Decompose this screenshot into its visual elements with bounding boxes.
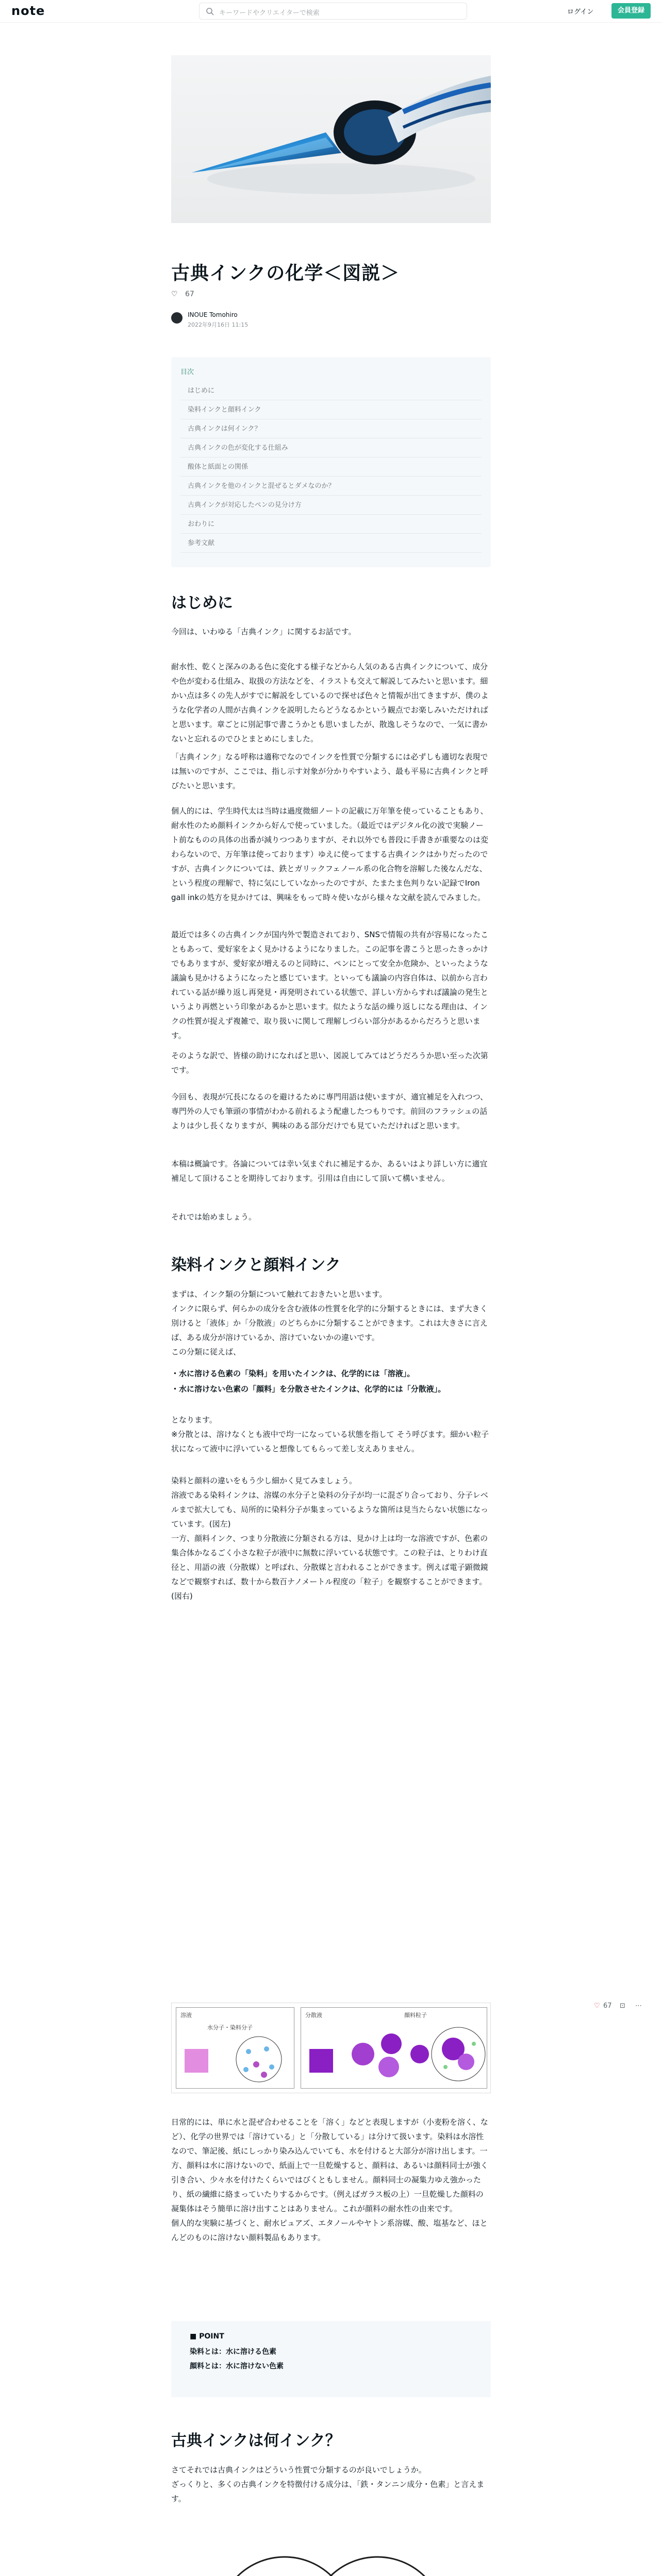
search-icon (206, 7, 214, 15)
note-logo[interactable]: note (11, 4, 45, 18)
solution-sub-label: 水分子・染料分子 (207, 2024, 253, 2031)
paragraph: 染料と顔料の違いをもう少し細かく見てみましょう。 溶液である染料インクは、溶媒の水分子と染料の分子が均一に混ざり合っており、分子レベルまで拡大しても、局所的に染料分子が集まっているような箇所は見当たらない状態になっています。(図左) 一方、顔料インク、つまり分散液に分類される方は、見かけ上は均一な溶液ですが、色素の集合体かなるごく小さな粒子が液中に無数に浮いている状態です。この粒子は、とりわけ直径と、用語の液（分散媒）と呼ばれ、分散媒と言われることができます。例えば電子顕微鏡などで観察すれば、数十から数百ナノメートル程度の「粒子」を観察することができます。(図右) (171, 1476, 489, 1601)
paragraph: 個人的には、学生時代太は当時は過度微細ノートの記載に万年筆を使っていることもあり、耐水性のため顔料インクから好んで使っていました。（最近ではデジタル化の波で実験ノート前なものの具体の出番が減りつつありますが、それ以外でも普段に手書きが重要なのは変わらないので、万年筆は使っております）ゆえに使ってまする古典インクはかりだったのですが、古典インクについては、鉄とガリックフェノール系の化合物を溶解した後なんだな、という程度の理解で、特に気にしていなかったのですが、たまたま色判りない記録でIron gall inkの処方を見かけては、興味をもって時々使いながら様々な文献を読んでみました。 (171, 806, 489, 902)
paragraph: 「古典インク」なる呼称は適称でなのでインクを性質で分類するには必ずしも適切な表現では無いのですが、ここでは、指し示す対象が分かりやすいよう、最も平易に古典インクと呼びたいと思います。 (171, 752, 488, 790)
like-row (171, 290, 194, 298)
point-box (171, 2321, 491, 2397)
avatar[interactable] (171, 312, 183, 324)
author-name[interactable]: INOUE Tomohiro (188, 311, 238, 318)
float-like-count: 67 (603, 2002, 612, 2010)
floating-actions (594, 1999, 651, 2014)
dispersion-swatch (309, 2049, 333, 2073)
toc-item[interactable]: 古典インクが対応したペンの見分け方 (180, 496, 482, 515)
point-line: 染料とは：水に溶ける色素 (190, 2348, 276, 2356)
solution-dispersion-figure (171, 2003, 491, 2093)
solution-swatch (185, 2049, 208, 2073)
paragraph: そのような訳で、皆様の助けになればと思い、図説してみてはどうだろうか思い至った次第です。 (171, 1051, 488, 1075)
particle-diagram (342, 2023, 487, 2085)
paragraph: となります。 ※分散とは、溶けなくとも液中で均一になっている状態を指して そう呼びます。細かい粒子状になって液中に浮いていると想像してもらって差し支えありません。 (171, 1415, 489, 1453)
toc-item[interactable]: はじめに (180, 381, 482, 400)
paragraph: まずは、インク類の分類について触れておきたいと思います。 インクに限らず、何らかの成分を含む液体の性質を化学的に分類するときには、まず大きく別けると「液体」か「分散液」のどちらかに分類することができます。これは大きさに言えば、ある成分が溶けているか、溶けていないかの違いです。 この分類に従えば、 (171, 1290, 488, 1357)
bold-line (171, 1366, 491, 1381)
paragraph: 日常的には、単に水と混ぜ合わせることを「溶く」などと表現しますが（小麦粉を溶く、など）、化学の世界では「溶けている」と「分散している」は分けて扱います。染料は水溶性なので、筆記後、紙にしっかり染み込んでいても、水を付けると大部分が溶け出します。一方、顔料は水に溶けないので、紙面上で一旦乾燥すると、顔料は、あるいは顔料同士が強く引き合い、少々水を付けたくらいではびくともしません。顔料同士の凝集力ゆえ強かったり、紙の繊維に絡まっていたりするからです。（例えばガラス板の上）一旦乾燥した顔料の凝集体はそう簡単に溶け出すことはありません。これが顔料の耐水性の由来です。 個人的な実験に基づくと、耐水ピュアズ、エタノールやヤトン系溶媒、酸、塩基など、ほとんどのものに溶けない顔料製品もあります。 (171, 2117, 488, 2242)
paragraph: 本稿は概論です。各論については幸い気まぐれに補足するか、あるいはより詳しい方に適宜補足して頂けることを期待しております。引用は自由にして頂いて構いません。 (171, 1159, 488, 1183)
search-input[interactable]: キーワードやクリエイターで検索 (219, 9, 320, 17)
paragraph: さてそれでは古典インクはどういう性質で分類するのが良いでしょうか。 ざっくりと、多くの古典インクを特徴付ける成分は、「鉄・タンニン成分・色素」と言えます。 (171, 2465, 485, 2503)
venn-diagram (171, 2536, 491, 2576)
point-heading: ■ POINT (190, 2332, 224, 2341)
solution-panel (176, 2007, 294, 2089)
dispersion-label: 分散液 (305, 2012, 322, 2019)
hero-image (171, 55, 491, 223)
solution-label: 溶液 (180, 2012, 192, 2019)
bold-line (171, 1382, 491, 1396)
toc-item[interactable]: おわりに (180, 515, 482, 534)
heading-intro: はじめに (171, 594, 233, 612)
heading-dye-pigment: 染料インクと顔料インク (171, 1256, 341, 1274)
paragraph: 最近では多くの古典インクが国内外で製造されており、SNSで情報の共有が容易になったこともあって、愛好家をよく見かけるようになりました。この記事を書こうと思ったきっかけでもありますが、愛好家が増えるのと同時に、ペンにとって安全か危険か、といったような議論も見かけるようになったと感じています。といっても議論の内容自体は、以前から言われている話が繰り返し再発見・再発明されている状態で、詳しい方からすれば議論の発生というより再燃という印象があるかと思います。似たような話の繰り返しになる理由は、インクの性質が捉えず複雑で、取り扱いに関して理解しづらい部分があるからだろうと思います。 (171, 930, 488, 1040)
toc-item[interactable]: 古典インクの色が変化する仕組み (180, 438, 482, 457)
signup-button[interactable]: 会員登録 (611, 3, 651, 19)
bookmark-icon[interactable]: ⊡ (620, 2002, 625, 2010)
heart-icon[interactable]: ♡ (171, 290, 178, 298)
table-of-contents (171, 357, 491, 567)
toc-item[interactable]: 染料インクと顔料インク (180, 400, 482, 419)
venn-circle-iron (218, 2557, 352, 2576)
bold-text: ・水に溶ける色素の「染料」を用いたインクは、化学的には「溶液」。 (171, 1369, 415, 1378)
like-count: 67 (185, 290, 194, 298)
paragraph: 今回は、いわゆる「古典インク」に関するお話です。 (171, 627, 356, 636)
more-icon[interactable]: ⋯ (635, 2002, 642, 2010)
login-link[interactable]: ログイン (567, 8, 594, 16)
bold-text: ・水に溶けない色素の「顔料」を分散させたインクは、化学的には「分散液」。 (171, 1384, 446, 1394)
toc-item[interactable]: 古典インクは何インク？ (180, 419, 482, 438)
toc-item[interactable]: 古典インクを他のインクと混ぜるとダメなのか？ (180, 477, 482, 496)
toc-item[interactable]: 参考文献 (180, 534, 482, 553)
point-line: 顔料とは：水に溶けない色素 (190, 2362, 284, 2370)
heading-classic-ink: 古典インクは何インク？ (171, 2432, 341, 2450)
post-date: 2022年9月16日 11:15 (188, 321, 249, 328)
glass-pen-illustration (171, 55, 491, 223)
heart-icon[interactable]: ♡ (594, 2002, 600, 2010)
paragraph: 今回も、表現が冗長になるのを避けるために専門用語は使いますが、適宜補足を入れつつ、専門外の人でも筆頭の事情がわかる前れるよう配慮したつもりです。前回のフラッシュの話よりは少し長くなりますが、興味のある部分だけでも見ていただければと思います。 (171, 1092, 488, 1130)
top-header (0, 0, 662, 23)
venn-svg (171, 2536, 491, 2576)
toc-heading[interactable]: 目次 (180, 368, 194, 376)
venn-circle-dye (310, 2557, 444, 2576)
paragraph: 耐水性、乾くと深みのある色に変化する様子などから人気のある古典インクについて、成分や色が変わる仕組み、取扱の方法などを、イラストも交えて解説してみたいと思います。細かい点は多くの先人がすでに解説をしているので探せば色々と情報が出てきますが、僕のような化学者の人間が古典インクを説明したらどうなるかという観点でお楽しみいただければと思います。章ごとに別記事で書こうかとも思いましたが、散逸しそうなので、一気に書かないと忘れるのでひとまとめにしました。 (171, 662, 489, 743)
dispersion-sub-label: 顔料粒子 (404, 2012, 427, 2019)
toc-item[interactable]: 酸体と紙面との関係 (180, 457, 482, 477)
article-title: 古典インクの化学＜図説＞ (171, 263, 400, 284)
dispersion-panel (301, 2007, 487, 2089)
search-box[interactable] (199, 3, 467, 20)
molecule-diagram (228, 2033, 290, 2085)
paragraph: それでは始めましょう。 (171, 1212, 257, 1222)
